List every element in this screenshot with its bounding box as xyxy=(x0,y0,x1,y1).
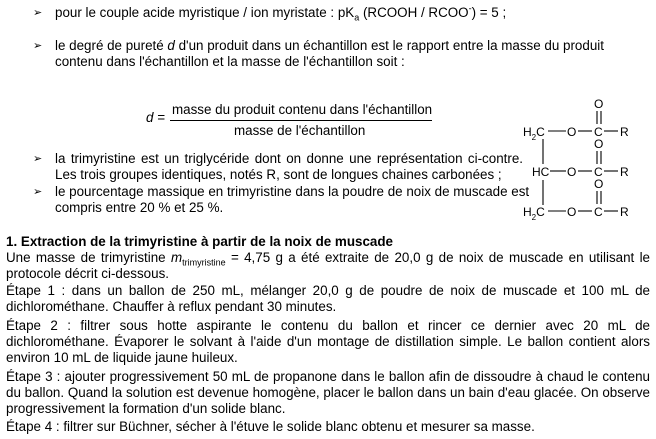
bullet-pourcentage-line1: le pourcentage massique en trimyristine dans la poudre de noix de muscade est xyxy=(55,184,530,199)
bullet-pka xyxy=(55,5,506,21)
intro-variable: m xyxy=(170,250,183,265)
intro-line1 xyxy=(6,250,650,266)
purete-variable: d xyxy=(167,38,175,53)
intro-text-pre: Une masse de trimyristine xyxy=(6,250,171,265)
intro-text-post: = 4,75 g a été extraite de 20,0 g de noix de muscade en utilisant le xyxy=(225,250,651,265)
pka-value: ) = 5 ; xyxy=(471,5,507,20)
mol-h2c-top: $H_2C$ xyxy=(523,125,545,142)
step2-line1: Étape 2 : filtrer sous hotte aspirante le contenu du ballon et rincer ce dernier avec 20 mL de xyxy=(6,318,650,333)
step2-line3: environ 10 mL de liquide jaune huileux. xyxy=(6,350,238,365)
section-title: 1. Extraction de la trimyristine à partir de la noix de muscade xyxy=(6,234,393,249)
mol-o-top2: O xyxy=(594,137,604,151)
bullet-purete-line2: contenu dans l'échantillon et la masse de l'échantillon soit : xyxy=(55,54,405,69)
bullet-purete-line1 xyxy=(55,38,604,54)
formula-numerator: masse du produit contenu dans l'échantillon xyxy=(172,102,433,117)
mol-o-top3: O xyxy=(594,177,604,191)
mol-o1: O xyxy=(567,125,577,139)
mol-o2: O xyxy=(567,165,577,179)
formula-denominator: masse de l'échantillon xyxy=(234,123,366,138)
mol-hc: HC xyxy=(532,165,550,179)
mol-c2: C xyxy=(594,165,603,179)
trimyristine-structure xyxy=(518,94,648,224)
mol-c3: C xyxy=(594,205,603,219)
step3-line1: Étape 3 : ajouter progressivement 50 mL de propanone dans le ballon afin de dissoudre à chaud le contenu xyxy=(6,369,650,384)
mol-r1: R xyxy=(620,125,629,139)
mol-o-top1: O xyxy=(594,97,604,111)
bullet-arrow-icon: ➢ xyxy=(33,153,43,165)
mol-o3: O xyxy=(567,205,577,219)
bullet-arrow-icon: ➢ xyxy=(33,40,43,52)
bullet-pourcentage-line2: compris entre 20 % et 25 %. xyxy=(55,200,224,215)
bullet-arrow-icon: ➢ xyxy=(33,186,43,198)
fraction-bar xyxy=(170,120,432,121)
pka-text: pour le couple acide myristique / ion myristate : pK xyxy=(55,5,355,20)
bullet-arrow-icon: ➢ xyxy=(33,7,43,19)
pka-couple: (RCOOH / RCOO xyxy=(359,5,469,20)
pka-subscript: a xyxy=(354,12,360,23)
step2-line2: dichlorométhane. Évaporer le solvant à l'aide d'un montage de distillation simple. Le ballon contient alors xyxy=(6,334,650,349)
purete-text-pre: le degré de pureté xyxy=(55,38,168,53)
mol-r2: R xyxy=(620,165,629,179)
bullet-trimyristine-line1: la trimyristine est un triglycéride dont on donne une représentation ci-contre. xyxy=(55,151,523,166)
intro-line2: protocole décrit ci-dessous. xyxy=(6,266,169,281)
purete-text-post: d'un produit dans un échantillon est le rapport entre la masse du produit xyxy=(174,38,604,53)
intro-subscript: trimyristine xyxy=(182,257,226,268)
formula-lhs: d = xyxy=(146,110,165,125)
step3-line3: progressivement la formation d'un solide blanc. xyxy=(6,401,286,416)
pka-superscript: - xyxy=(468,3,472,14)
mol-c1: C xyxy=(594,125,603,139)
step1-line1: Étape 1 : dans un ballon de 250 mL, mélanger 20,0 g de poudre de noix de muscade et 100 mL de xyxy=(6,283,650,298)
step4-line1: Étape 4 : filtrer sur Büchner, sécher à l'étuve le solide blanc obtenu et mesurer sa masse. xyxy=(6,419,535,434)
mol-h2c-bottom: $H_2C$ xyxy=(523,205,545,222)
step3-line2: du ballon. Quand la solution est devenue homogène, placer le ballon dans un bain d'eau glacée. On observe xyxy=(6,385,650,400)
mol-r3: R xyxy=(620,205,629,219)
bullet-trimyristine-line2: Les trois groupes identiques, notés R, sont de longues chaines carbonées ; xyxy=(55,167,502,182)
step1-line2: dichlorométhane. Chauffer à reflux pendant 30 minutes. xyxy=(6,299,337,314)
